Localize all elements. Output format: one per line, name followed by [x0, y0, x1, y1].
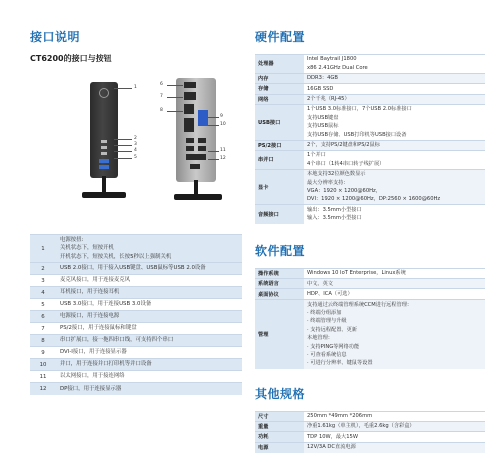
- ps2-port-icon: [184, 92, 196, 100]
- port-row: [30, 235, 242, 263]
- hardware-value: [304, 104, 485, 140]
- port-row: [30, 347, 242, 359]
- port-description: [56, 359, 242, 371]
- hardware-row: [255, 84, 485, 94]
- usb-port-icon: [198, 138, 206, 143]
- device-front-image: [90, 82, 118, 178]
- software-section-title: 软件配置: [255, 243, 306, 258]
- dp-port-icon: [190, 164, 200, 169]
- cell-line: DVI：1920 × 1200@60Hz，DP:2560 × 1600@60Hz: [307, 196, 441, 203]
- port-number: 4: [30, 287, 56, 299]
- cell-line: HDP、ICA（可选）: [307, 290, 353, 297]
- callout-number: 2: [134, 136, 137, 141]
- port-description: [56, 383, 242, 395]
- software-value: [304, 268, 485, 278]
- port-row: [30, 371, 242, 383]
- callout-leader: [208, 151, 219, 152]
- cell-line: · 终端管理与升级: [307, 318, 347, 325]
- cell-line: 开机状态下，短按关机，长按5秒以上强制关机: [60, 253, 172, 260]
- mic-port-icon: [101, 146, 107, 149]
- cell-line: · 终端分组添加: [307, 309, 342, 316]
- cell-line: TDP 10W，最大15W: [307, 433, 358, 440]
- callout-number: 11: [220, 148, 226, 153]
- cell-line: 输入：3.5mm小型接口: [307, 215, 362, 222]
- specs-column: [255, 28, 485, 453]
- other-value: [304, 442, 485, 452]
- software-value: [304, 299, 485, 368]
- callout-number: 5: [134, 155, 137, 160]
- cell-line: 本地支持32位颜色数显示: [307, 171, 366, 178]
- cell-line: 支持USB鼠标: [307, 123, 339, 130]
- cell-line: 250mm *49mm *206mm: [307, 412, 373, 419]
- callout-number: 7: [160, 94, 163, 99]
- callout-number: 8: [160, 108, 163, 113]
- other-key: 重量: [255, 421, 304, 431]
- port-description: [56, 287, 242, 299]
- hardware-key: 存储: [255, 84, 304, 94]
- cell-line: 本地管理：: [307, 335, 333, 342]
- port-number: 8: [30, 335, 56, 347]
- usb-port-icon: [186, 138, 194, 143]
- usb3-port-icon: [99, 159, 109, 163]
- hardware-row: [255, 140, 485, 150]
- parallel-port-icon: [184, 118, 194, 132]
- cell-line: USB 2.0接口，用于接入USB键盘、USB鼠标等USB 2.0设备: [60, 265, 206, 272]
- port-row: [30, 299, 242, 311]
- port-row: [30, 323, 242, 335]
- ethernet-port-icon: [186, 154, 206, 160]
- port-description: [56, 263, 242, 275]
- dvi-port-icon: [198, 110, 208, 126]
- usb3-port-icon: [99, 165, 109, 169]
- interface-subtitle: CT6200的接口与按钮: [30, 54, 112, 63]
- callout-number: 9: [220, 114, 223, 119]
- callout-leader: [114, 158, 132, 159]
- hardware-value: [304, 205, 485, 224]
- callout-leader: [114, 139, 132, 140]
- interface-section-title: 接口说明: [30, 30, 81, 44]
- cell-line: DP接口，用于连接显示器: [60, 385, 122, 392]
- usb-port-icon: [198, 146, 206, 151]
- cell-line: 耳机接口，用于连接耳机: [60, 289, 120, 296]
- hardware-row: [255, 94, 485, 104]
- device-illustration: [30, 70, 242, 226]
- callout-leader: [114, 151, 132, 152]
- other-key: 电源: [255, 442, 304, 452]
- port-description: [56, 335, 242, 347]
- cell-line: 最大分辨率支持：: [307, 179, 349, 186]
- port-description: [56, 371, 242, 383]
- other-spec-table: [255, 411, 485, 453]
- hardware-key: 网络: [255, 94, 304, 104]
- cell-line: 并口，用于连接并口打印机等并口设备: [60, 361, 152, 368]
- usb-port-icon: [101, 140, 107, 143]
- callout-number: 12: [220, 156, 226, 161]
- hardware-row: [255, 104, 485, 140]
- hardware-key: 串并口: [255, 150, 304, 169]
- cell-line: 中文、英文: [307, 280, 333, 287]
- port-row: [30, 287, 242, 299]
- callout-leader: [208, 117, 219, 118]
- callout-leader: [114, 145, 132, 146]
- callout-leader: [208, 125, 219, 126]
- hardware-key: PS/2接口: [255, 140, 304, 150]
- other-key: 尺寸: [255, 411, 304, 421]
- port-number: 5: [30, 299, 56, 311]
- callout-leader: [167, 85, 183, 86]
- port-row: [30, 263, 242, 275]
- port-description-table: [30, 234, 242, 395]
- cell-line: Intel Baytrail J1800: [307, 56, 357, 63]
- other-key: 功耗: [255, 432, 304, 442]
- other-section-title: 其他规格: [255, 386, 306, 401]
- cell-line: Windows 10 IoT Enterprise，Linux系统: [307, 270, 406, 277]
- port-number: 2: [30, 263, 56, 275]
- hardware-key: 音频接口: [255, 205, 304, 224]
- hardware-value: [304, 150, 485, 169]
- hardware-value: [304, 169, 485, 205]
- software-key: 系统语言: [255, 279, 304, 289]
- cell-line: 串口扩展口，接一拖四串口线，可支持四个串口: [60, 337, 174, 344]
- stand-base: [82, 192, 126, 198]
- port-description: [56, 235, 242, 263]
- serial-port-icon: [184, 104, 194, 114]
- cell-line: DDR3：4GB: [307, 75, 338, 82]
- port-description: [56, 323, 242, 335]
- hardware-key: 内存: [255, 73, 304, 83]
- cell-line: PS/2接口，用于连接鼠标和键盘: [60, 325, 137, 332]
- hardware-value: [304, 84, 485, 94]
- port-row: [30, 311, 242, 323]
- callout-number: 3: [134, 142, 137, 147]
- hardware-spec-table: [255, 54, 485, 224]
- other-value: [304, 411, 485, 421]
- callout-leader: [114, 88, 132, 89]
- hardware-row: [255, 169, 485, 205]
- cell-line: 12V/3A DC直流电源: [307, 444, 356, 451]
- cell-line: VGA：1920 × 1200@60Hz，: [307, 188, 381, 195]
- port-description: [56, 275, 242, 287]
- cell-line: 电源接口，用于连接电源: [60, 313, 120, 320]
- device-back-image: [176, 78, 216, 182]
- port-description: [56, 311, 242, 323]
- cell-line: 16GB SSD: [307, 85, 334, 92]
- hardware-row: [255, 73, 485, 83]
- callout-number: 10: [220, 122, 226, 127]
- callout-leader: [167, 111, 183, 112]
- cell-line: 输出：3.5mm小型接口: [307, 207, 362, 214]
- cell-line: 2个千兆（RJ-45）: [307, 96, 350, 103]
- port-number: 7: [30, 323, 56, 335]
- port-number: 9: [30, 347, 56, 359]
- port-number: 3: [30, 275, 56, 287]
- port-row: [30, 383, 242, 395]
- usb-port-icon: [186, 146, 194, 151]
- cell-line: 1个并口: [307, 152, 326, 159]
- port-number: 12: [30, 383, 56, 395]
- software-key: 管理: [255, 299, 304, 368]
- hardware-row: [255, 55, 485, 74]
- cell-line: 支持USB键盘: [307, 114, 339, 121]
- software-key: 桌面协议: [255, 289, 304, 299]
- port-row: [30, 275, 242, 287]
- port-number: 6: [30, 311, 56, 323]
- cell-line: DVI-I接口，用于连接显示器: [60, 349, 127, 356]
- software-row: [255, 268, 485, 278]
- hardware-key: 显卡: [255, 169, 304, 205]
- cell-line: 支持通过云终端管理系统CCM进行远程管理：: [307, 301, 413, 308]
- hardware-value: [304, 55, 485, 74]
- stand-base: [174, 194, 222, 200]
- port-number: 11: [30, 371, 56, 383]
- other-row: [255, 411, 485, 421]
- cell-line: · 可进行分辨率、键鼠等设置: [307, 360, 373, 367]
- power-button-icon: [99, 88, 109, 98]
- cell-line: 麦克风接口，用于连接麦克风: [60, 277, 131, 284]
- cell-line: · 支持远程配置、更新: [307, 326, 357, 333]
- headphone-port-icon: [101, 152, 107, 155]
- other-row: [255, 432, 485, 442]
- cell-line: USB 3.0接口，用于连接USB 3.0设备: [60, 301, 152, 308]
- other-row: [255, 421, 485, 431]
- software-value: [304, 289, 485, 299]
- callout-number: 6: [160, 82, 163, 87]
- cell-line: 关机状态下，短按开机: [60, 245, 114, 252]
- port-description: [56, 347, 242, 359]
- cell-line: 4个串口（1转4串口转子线扩展）: [307, 160, 385, 167]
- hardware-key: USB接口: [255, 104, 304, 140]
- callout-number: 1: [134, 85, 137, 90]
- callout-leader: [167, 97, 183, 98]
- other-value: [304, 421, 485, 431]
- port-row: [30, 335, 242, 347]
- cell-line: 1个USB 3.0标准接口，7个USB 2.0标准接口: [307, 106, 412, 113]
- hardware-value: [304, 140, 485, 150]
- cell-line: · 可查看系统信息: [307, 351, 347, 358]
- port-description: [56, 299, 242, 311]
- power-jack-icon: [184, 82, 196, 88]
- software-spec-table: [255, 268, 485, 369]
- software-row: [255, 289, 485, 299]
- cell-line: 2个，支持PS/2键盘和PS/2鼠标: [307, 142, 380, 149]
- software-row: [255, 279, 485, 289]
- callout-number: 4: [134, 148, 137, 153]
- cell-line: 支持USB存储、USB打印机等USB接口设备: [307, 131, 407, 138]
- port-number: 10: [30, 359, 56, 371]
- hardware-key: 处理器: [255, 55, 304, 74]
- port-row: [30, 359, 242, 371]
- other-value: [304, 432, 485, 442]
- cell-line: x86 2.41GHz Dual Core: [307, 64, 368, 71]
- hardware-value: [304, 73, 485, 83]
- callout-leader: [208, 159, 219, 160]
- cell-line: 以太网接口，用于接连网络: [60, 373, 125, 380]
- cell-line: 电源按扭:: [60, 236, 84, 243]
- software-row: [255, 299, 485, 368]
- software-key: 操作系统: [255, 268, 304, 278]
- hardware-row: [255, 150, 485, 169]
- cell-line: 净重1.61kg（单主机），毛重2.6kg（含彩盒）: [307, 423, 415, 430]
- hardware-row: [255, 205, 485, 224]
- software-value: [304, 279, 485, 289]
- hardware-value: [304, 94, 485, 104]
- interface-column: [30, 28, 242, 395]
- hardware-section-title: 硬件配置: [255, 30, 306, 44]
- other-row: [255, 442, 485, 452]
- cell-line: · 支持PING等网络功能: [307, 343, 360, 350]
- port-number: 1: [30, 235, 56, 263]
